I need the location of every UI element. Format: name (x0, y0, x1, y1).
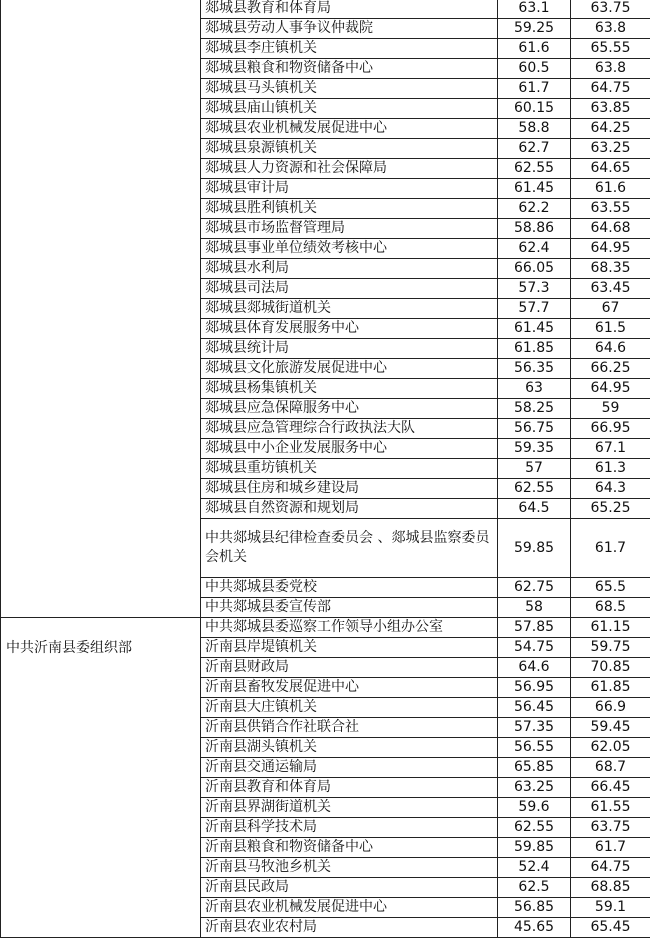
score-a-cell[interactable]: 62.2 (498, 199, 571, 219)
unit-cell[interactable]: 沂南县湖头镇机关 (201, 738, 498, 758)
unit-cell[interactable]: 郯城县自然资源和规划局 (201, 499, 498, 519)
score-b-cell[interactable]: 63.55 (571, 199, 650, 219)
score-b-cell[interactable]: 64.95 (571, 239, 650, 259)
score-a-cell[interactable]: 56.75 (498, 419, 571, 439)
score-a-cell[interactable]: 57.35 (498, 718, 571, 738)
unit-cell[interactable]: 郯城县教育和体育局 (201, 0, 498, 19)
score-b-cell[interactable]: 64.3 (571, 479, 650, 499)
score-a-cell[interactable]: 56.55 (498, 738, 571, 758)
score-a-cell[interactable]: 62.4 (498, 239, 571, 259)
unit-cell[interactable]: 沂南县交通运输局 (201, 758, 498, 778)
score-a-cell[interactable]: 57.7 (498, 299, 571, 319)
score-a-cell[interactable]: 62.7 (498, 139, 571, 159)
score-a-cell[interactable]: 58.25 (498, 399, 571, 419)
score-b-cell[interactable]: 63.75 (571, 818, 650, 838)
score-b-cell[interactable]: 64.6 (571, 339, 650, 359)
score-b-cell[interactable]: 61.85 (571, 678, 650, 698)
unit-cell[interactable]: 郯城县人力资源和社会保障局 (201, 159, 498, 179)
score-b-cell[interactable]: 66.45 (571, 778, 650, 798)
score-a-cell[interactable]: 62.55 (498, 818, 571, 838)
table-row (1, 0, 650, 19)
unit-cell[interactable]: 沂南县岸堤镇机关 (201, 638, 498, 658)
score-b-cell[interactable]: 59.45 (571, 718, 650, 738)
score-b-cell[interactable]: 65.25 (571, 499, 650, 519)
unit-cell[interactable]: 沂南县畜牧发展促进中心 (201, 678, 498, 698)
unit-cell[interactable]: 郯城县应急保障服务中心 (201, 399, 498, 419)
score-a-cell[interactable]: 62.5 (498, 878, 571, 898)
score-a-cell[interactable]: 61.7 (498, 79, 571, 99)
score-b-cell[interactable]: 61.15 (571, 618, 650, 638)
score-b-cell[interactable]: 61.5 (571, 319, 650, 339)
unit-cell[interactable]: 沂南县农业机械发展促进中心 (201, 898, 498, 918)
org-cell-blank[interactable] (1, 0, 201, 618)
score-a-cell[interactable]: 61.45 (498, 319, 571, 339)
score-b-cell[interactable]: 59.75 (571, 638, 650, 658)
score-b-cell[interactable]: 61.3 (571, 459, 650, 479)
score-b-cell[interactable]: 67.1 (571, 439, 650, 459)
unit-cell[interactable]: 郯城县庙山镇机关 (201, 99, 498, 119)
score-a-cell[interactable]: 62.55 (498, 479, 571, 499)
score-a-cell[interactable]: 64.5 (498, 499, 571, 519)
score-a-cell[interactable]: 61.6 (498, 39, 571, 59)
score-a-cell[interactable]: 54.75 (498, 638, 571, 658)
unit-cell[interactable]: 沂南县民政局 (201, 878, 498, 898)
score-b-cell[interactable]: 61.7 (571, 519, 650, 578)
score-b-cell[interactable]: 66.95 (571, 419, 650, 439)
unit-cell[interactable]: 郯城县重坊镇机关 (201, 459, 498, 479)
unit-cell[interactable]: 中共郯城县纪律检查委员会 、郯城县监察委员会机关 (201, 519, 498, 578)
score-b-cell[interactable]: 68.5 (571, 598, 650, 618)
score-b-cell[interactable]: 63.75 (571, 0, 650, 19)
unit-cell[interactable]: 沂南县大庄镇机关 (201, 698, 498, 718)
unit-cell[interactable]: 沂南县供销合作社联合社 (201, 718, 498, 738)
unit-cell[interactable]: 郯城县农业机械发展促进中心 (201, 119, 498, 139)
score-b-cell[interactable]: 70.85 (571, 658, 650, 678)
score-a-cell[interactable]: 59.25 (498, 19, 571, 39)
score-a-cell[interactable]: 66.05 (498, 259, 571, 279)
score-b-cell[interactable]: 64.95 (571, 379, 650, 399)
unit-cell[interactable]: 郯城县胜利镇机关 (201, 199, 498, 219)
score-a-cell[interactable]: 64.6 (498, 658, 571, 678)
score-a-cell[interactable]: 65.85 (498, 758, 571, 778)
score-a-cell[interactable]: 58.8 (498, 119, 571, 139)
unit-cell[interactable]: 沂南县马牧池乡机关 (201, 858, 498, 878)
unit-cell[interactable]: 郯城县泉源镇机关 (201, 139, 498, 159)
score-a-cell[interactable]: 59.85 (498, 519, 571, 578)
score-a-cell[interactable]: 62.75 (498, 578, 571, 598)
score-a-cell[interactable]: 57.85 (498, 618, 571, 638)
unit-cell[interactable]: 中共郯城县委党校 (201, 578, 498, 598)
score-a-cell[interactable]: 59.6 (498, 798, 571, 818)
score-a-cell[interactable]: 58 (498, 598, 571, 618)
score-table-body (1, 0, 650, 938)
score-b-cell[interactable]: 63.8 (571, 59, 650, 79)
score-b-cell[interactable]: 61.55 (571, 798, 650, 818)
unit-cell[interactable]: 郯城县市场监督管理局 (201, 219, 498, 239)
unit-cell[interactable]: 郯城县统计局 (201, 339, 498, 359)
score-b-cell[interactable]: 66.25 (571, 359, 650, 379)
unit-cell[interactable]: 郯城县李庄镇机关 (201, 39, 498, 59)
unit-cell[interactable]: 郯城县司法局 (201, 279, 498, 299)
unit-cell[interactable]: 中共郯城县委宣传部 (201, 598, 498, 618)
score-b-cell[interactable]: 68.7 (571, 758, 650, 778)
score-a-cell[interactable]: 56.85 (498, 898, 571, 918)
score-b-cell[interactable]: 66.9 (571, 698, 650, 718)
score-b-cell[interactable]: 61.7 (571, 838, 650, 858)
score-b-cell[interactable]: 61.6 (571, 179, 650, 199)
score-b-cell[interactable]: 59.1 (571, 898, 650, 918)
score-a-cell[interactable]: 57 (498, 459, 571, 479)
score-a-cell[interactable]: 63.1 (498, 0, 571, 19)
unit-cell[interactable]: 沂南县界湖街道机关 (201, 798, 498, 818)
score-a-cell[interactable]: 63.25 (498, 778, 571, 798)
score-a-cell[interactable]: 62.55 (498, 159, 571, 179)
score-b-cell[interactable]: 63.8 (571, 19, 650, 39)
score-b-cell[interactable]: 63.85 (571, 99, 650, 119)
score-a-cell[interactable]: 56.35 (498, 359, 571, 379)
score-b-cell[interactable]: 64.75 (571, 858, 650, 878)
org-cell-label[interactable] (1, 618, 201, 938)
score-a-cell[interactable]: 63 (498, 379, 571, 399)
unit-cell[interactable]: 郯城县事业单位绩效考核中心 (201, 239, 498, 259)
unit-cell[interactable]: 郯城县住房和城乡建设局 (201, 479, 498, 499)
unit-cell[interactable]: 沂南县财政局 (201, 658, 498, 678)
score-b-cell[interactable]: 65.5 (571, 578, 650, 598)
score-b-cell[interactable]: 68.35 (571, 259, 650, 279)
unit-cell[interactable]: 郯城县审计局 (201, 179, 498, 199)
unit-cell[interactable]: 郯城县杨集镇机关 (201, 379, 498, 399)
score-a-cell[interactable]: 58.86 (498, 219, 571, 239)
unit-cell[interactable]: 郯城县文化旅游发展促进中心 (201, 359, 498, 379)
score-a-cell[interactable]: 52.4 (498, 858, 571, 878)
score-b-cell[interactable]: 63.45 (571, 279, 650, 299)
unit-cell[interactable]: 郯城县应急管理综合行政执法大队 (201, 419, 498, 439)
unit-cell[interactable]: 沂南县科学技术局 (201, 818, 498, 838)
score-b-cell[interactable]: 59 (571, 399, 650, 419)
score-b-cell[interactable]: 64.68 (571, 219, 650, 239)
score-a-cell[interactable]: 56.95 (498, 678, 571, 698)
unit-cell[interactable]: 沂南县粮食和物资储备中心 (201, 838, 498, 858)
score-b-cell[interactable]: 62.05 (571, 738, 650, 758)
score-a-cell[interactable]: 59.85 (498, 838, 571, 858)
score-a-cell[interactable]: 60.5 (498, 59, 571, 79)
unit-cell[interactable]: 郯城县水利局 (201, 259, 498, 279)
score-a-cell[interactable]: 57.3 (498, 279, 571, 299)
score-a-cell[interactable]: 60.15 (498, 99, 571, 119)
score-b-cell[interactable]: 64.65 (571, 159, 650, 179)
unit-cell[interactable]: 沂南县农业农村局 (201, 918, 498, 938)
score-b-cell[interactable]: 65.55 (571, 39, 650, 59)
unit-cell[interactable]: 郯城县体育发展服务中心 (201, 319, 498, 339)
score-b-cell[interactable]: 68.85 (571, 878, 650, 898)
score-b-cell[interactable]: 64.25 (571, 119, 650, 139)
unit-cell[interactable]: 郯城县粮食和物资储备中心 (201, 59, 498, 79)
score-b-cell[interactable]: 63.25 (571, 139, 650, 159)
score-a-cell[interactable]: 61.45 (498, 179, 571, 199)
table-row (1, 618, 650, 638)
score-a-cell[interactable]: 45.65 (498, 918, 571, 938)
score-a-cell[interactable]: 61.85 (498, 339, 571, 359)
unit-cell[interactable]: 郯城县马头镇机关 (201, 79, 498, 99)
unit-cell[interactable]: 中共郯城县委巡察工作领导小组办公室 (201, 618, 498, 638)
unit-cell[interactable]: 郯城县中小企业发展服务中心 (201, 439, 498, 459)
score-b-cell[interactable]: 64.75 (571, 79, 650, 99)
score-b-cell[interactable]: 67 (571, 299, 650, 319)
org-label: 中共沂南县委组织部 (6, 640, 132, 656)
unit-cell[interactable]: 郯城县郯城街道机关 (201, 299, 498, 319)
score-b-cell[interactable]: 65.45 (571, 918, 650, 938)
unit-cell[interactable]: 郯城县劳动人事争议仲裁院 (201, 19, 498, 39)
score-a-cell[interactable]: 59.35 (498, 439, 571, 459)
score-a-cell[interactable]: 56.45 (498, 698, 571, 718)
unit-cell[interactable]: 沂南县教育和体育局 (201, 778, 498, 798)
